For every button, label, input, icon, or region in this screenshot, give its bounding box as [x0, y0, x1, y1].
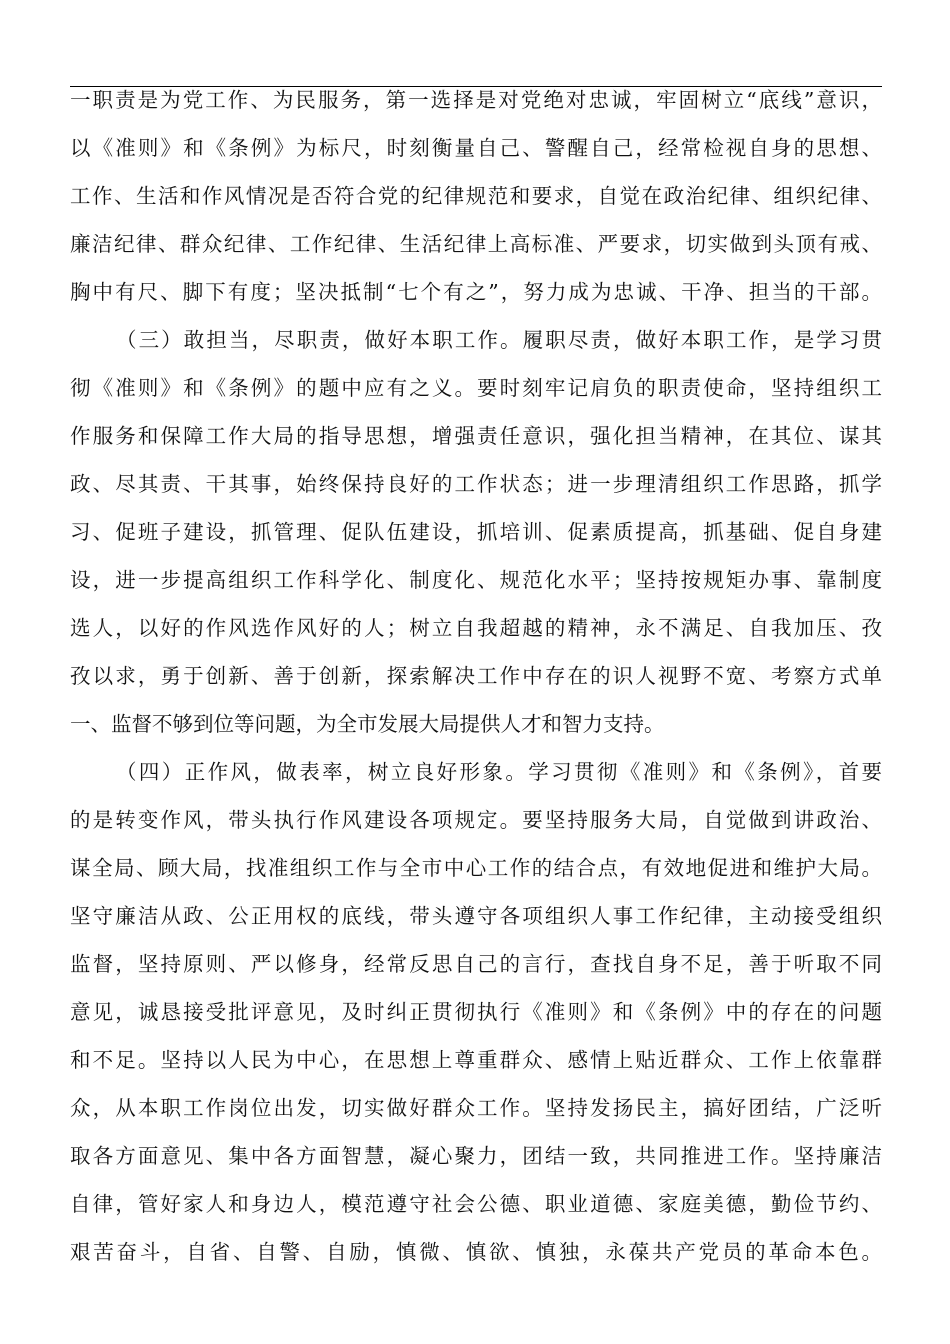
text-line: 艰苦奋斗，自省、自警、自励，慎微、慎欲、慎独，永葆共产党员的革命本色。 — [70, 1240, 882, 1264]
text-line: 取各方面意见、集中各方面智慧，凝心聚力，团结一致，共同推进工作。坚持廉洁 — [70, 1144, 882, 1168]
text-line: 工作、生活和作风情况是否符合党的纪律规范和要求，自觉在政治纪律、组织纪律、 — [70, 184, 882, 208]
text-line: 和不足。坚持以人民为中心，在思想上尊重群众、感情上贴近群众、工作上依靠群 — [70, 1048, 882, 1072]
text-line: 一职责是为党工作、为民服务，第一选择是对党绝对忠诚，牢固树立“底线”意识， — [70, 88, 882, 112]
text-line: 的是转变作风，带头执行作风建设各项规定。要坚持服务大局，自觉做到讲政治、 — [70, 808, 882, 832]
paragraph-3-heading-line: （三）敢担当，尽职责，做好本职工作。履职尽责，做好本职工作，是学习贯 — [116, 328, 882, 352]
text-line: 选人，以好的作风选作风好的人；树立自我超越的精神，永不满足、自我加压、孜 — [70, 616, 882, 640]
text-line: 习、促班子建设，抓管理、促队伍建设，抓培训、促素质提高，抓基础、促自身建 — [70, 520, 882, 544]
text-line: 自律，管好家人和身边人，模范遵守社会公德、职业道德、家庭美德，勤俭节约、 — [70, 1192, 882, 1216]
text-line: 以《准则》和《条例》为标尺，时刻衡量自己、警醒自己，经常检视自身的思想、 — [70, 136, 882, 160]
text-line: 一、监督不够到位等问题，为全市发展大局提供人才和智力支持。 — [70, 712, 665, 736]
text-line: 政、尽其责、干其事，始终保持良好的工作状态；进一步理清组织工作思路，抓学 — [70, 472, 882, 496]
text-line: 孜以求，勇于创新、善于创新，探索解决工作中存在的识人视野不宽、考察方式单 — [70, 664, 882, 688]
text-line: 彻《准则》和《条例》的题中应有之义。要时刻牢记肩负的职责使命，坚持组织工 — [70, 376, 882, 400]
text-line: 谋全局、顾大局，找准组织工作与全市中心工作的结合点，有效地促进和维护大局。 — [70, 856, 882, 880]
text-line: 坚守廉洁从政、公正用权的底线，带头遵守各项组织人事工作纪律，主动接受组织 — [70, 904, 882, 928]
paragraph-4-heading-line: （四）正作风，做表率，树立良好形象。学习贯彻《准则》和《条例》，首要 — [116, 760, 882, 784]
text-line: 廉洁纪律、群众纪律、工作纪律、生活纪律上高标准、严要求，切实做到头顶有戒、 — [70, 232, 882, 256]
text-line: 胸中有尺、脚下有度；坚决抵制“七个有之”，努力成为忠诚、干净、担当的干部。 — [70, 280, 882, 304]
text-line: 众，从本职工作岗位出发，切实做好群众工作。坚持发扬民主，搞好团结，广泛听 — [70, 1096, 882, 1120]
text-line: 监督，坚持原则、严以修身，经常反思自己的言行，查找自身不足，善于听取不同 — [70, 952, 882, 976]
text-line: 意见，诚恳接受批评意见，及时纠正贯彻执行《准则》和《条例》中的存在的问题 — [70, 1000, 882, 1024]
text-line: 设，进一步提高组织工作科学化、制度化、规范化水平；坚持按规矩办事、靠制度 — [70, 568, 882, 592]
text-line: 作服务和保障工作大局的指导思想，增强责任意识，强化担当精神，在其位、谋其 — [70, 424, 882, 448]
